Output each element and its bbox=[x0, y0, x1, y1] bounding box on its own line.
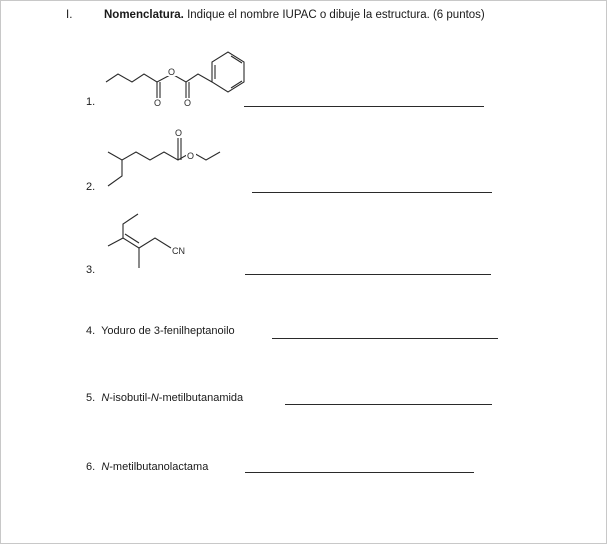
oxygen-label: O bbox=[154, 98, 162, 108]
question-item bbox=[86, 461, 208, 473]
item-number: 6. bbox=[86, 461, 96, 473]
item-text: N bbox=[101, 392, 110, 404]
question-item bbox=[86, 392, 243, 404]
item-number: 3. bbox=[86, 264, 96, 276]
section-number: I. bbox=[66, 9, 73, 21]
oxygen-label: O bbox=[175, 128, 183, 138]
item-text: Yoduro de 3-fenilheptanoilo bbox=[101, 325, 235, 337]
section-instructions: Indique el nombre IUPAC o dibuje la estructura. (6 puntos) bbox=[183, 9, 485, 21]
item-number: 1. bbox=[86, 96, 96, 108]
oxygen-label: O bbox=[168, 67, 176, 77]
oxygen-label: O bbox=[187, 151, 195, 161]
question-item bbox=[86, 325, 235, 337]
item-number: 5. bbox=[86, 392, 96, 404]
answer-line[interactable] bbox=[272, 338, 498, 339]
answer-line[interactable] bbox=[245, 274, 491, 275]
item-number: 2. bbox=[86, 181, 96, 193]
item-number: 4. bbox=[86, 325, 96, 337]
section-title: Nomenclatura. bbox=[104, 9, 184, 21]
oxygen-label: O bbox=[184, 98, 192, 108]
answer-line[interactable] bbox=[285, 404, 492, 405]
item-text: N bbox=[150, 392, 159, 404]
item-text: -metilbutanamida bbox=[158, 392, 244, 404]
answer-line[interactable] bbox=[245, 472, 474, 473]
item-text: -isobutil- bbox=[109, 392, 151, 404]
cn-label: CN bbox=[172, 246, 185, 256]
item-text: -metilbutanolactama bbox=[109, 461, 209, 473]
item-text: N bbox=[101, 461, 110, 473]
